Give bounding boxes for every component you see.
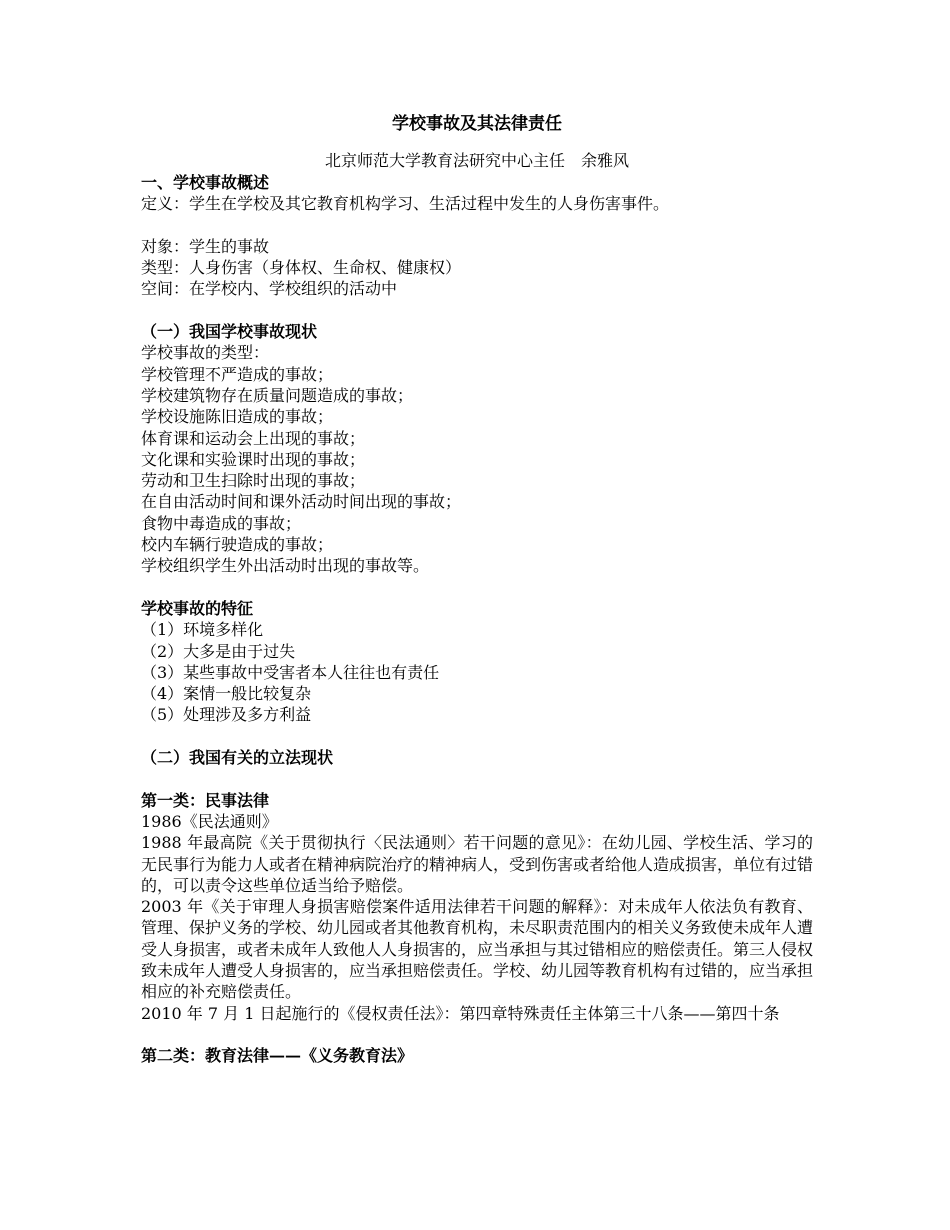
paragraph: 2010 年 7 月 1 日起施行的《侵权责任法》：第四章特殊责任主体第三十八条——第四十条 [141, 1003, 780, 1023]
section-heading-legislation: （二）我国有关的立法现状 [141, 748, 334, 768]
section-heading-features: 学校事故的特征 [141, 598, 254, 618]
document-title: 学校事故及其法律责任 [392, 114, 562, 134]
spacer [141, 1024, 813, 1045]
list-item: 学校组织学生外出活动时出现的事故等。 [141, 556, 430, 576]
spacer [141, 726, 813, 747]
definition-line: 定义：学生在学校及其它教育机构学习、生活过程中发生的人身伤害事件。 [141, 194, 670, 214]
feature-item: （1）环境多样化 [141, 620, 264, 640]
list-item: 学校建筑物存在质量问题造成的事故； [141, 385, 414, 405]
list-item: 学校管理不严造成的事故； [141, 364, 334, 384]
feature-item: （4）案情一般比较复杂 [141, 684, 312, 704]
subsection-heading-education-law: 第二类：教育法律——《义务教育法》 [141, 1046, 414, 1066]
document-page [141, 112, 813, 1066]
status-intro: 学校事故的类型： [141, 343, 270, 363]
author-line: 北京师范大学教育法研究中心主任 余雅风 [324, 151, 629, 170]
list-item: 在自由活动时间和课外活动时间出现的事故； [141, 492, 462, 512]
space-line: 空间：在学校内、学校组织的活动中 [141, 279, 398, 299]
feature-item: （2）大多是由于过失 [141, 641, 296, 661]
spacer [141, 215, 813, 236]
spacer [141, 577, 813, 598]
object-line: 对象：学生的事故 [141, 236, 270, 256]
type-line: 类型：人身伤害（身体权、生命权、健康权） [141, 258, 462, 278]
spacer [141, 768, 813, 789]
paragraph: 2003 年《关于审理人身损害赔偿案件适用法律若干问题的解释》：对未成年人依法负有教育、管理、保护义务的学校、幼儿园或者其他教育机构，未尽职责范围内的相关义务致使未成年人遭受人身损害，或者未成年人致他人人身损害的，应当承担与其过错相应的赔偿责任。第三人侵权致未成年人遭受人身损害的，应当承担赔偿责任。学校、幼儿园等教育机构有过错的，应当承担相应的补充赔偿责任。 [141, 897, 814, 1002]
spacer [141, 300, 813, 321]
list-item: 学校设施陈旧造成的事故； [141, 407, 334, 427]
feature-item: （3）某些事故中受害者本人往往也有责任 [141, 662, 440, 682]
paragraph: 1988 年最高院《关于贯彻执行〈民法通则〉若干问题的意见》：在幼儿园、学校生活、学习的无民事行为能力人或者在精神病院治疗的精神病人，受到伤害或者给他人造成损害，单位有过错的，可以责令这些单位适当给予赔偿。 [141, 833, 814, 895]
list-item: 体育课和运动会上出现的事故； [141, 428, 366, 448]
list-item: 校内车辆行驶造成的事故； [141, 535, 334, 555]
subsection-heading-civil-law: 第一类：民事法律 [141, 790, 270, 810]
civil-law-line: 1986《民法通则》 [141, 811, 278, 831]
list-item: 劳动和卫生扫除时出现的事故； [141, 471, 366, 491]
section-heading-status: （一）我国学校事故现状 [141, 322, 318, 342]
feature-item: （5）处理涉及多方利益 [141, 705, 312, 725]
list-item: 食物中毒造成的事故； [141, 513, 302, 533]
list-item: 文化课和实验课时出现的事故； [141, 449, 366, 469]
section-heading-overview: 一、学校事故概述 [141, 173, 270, 192]
